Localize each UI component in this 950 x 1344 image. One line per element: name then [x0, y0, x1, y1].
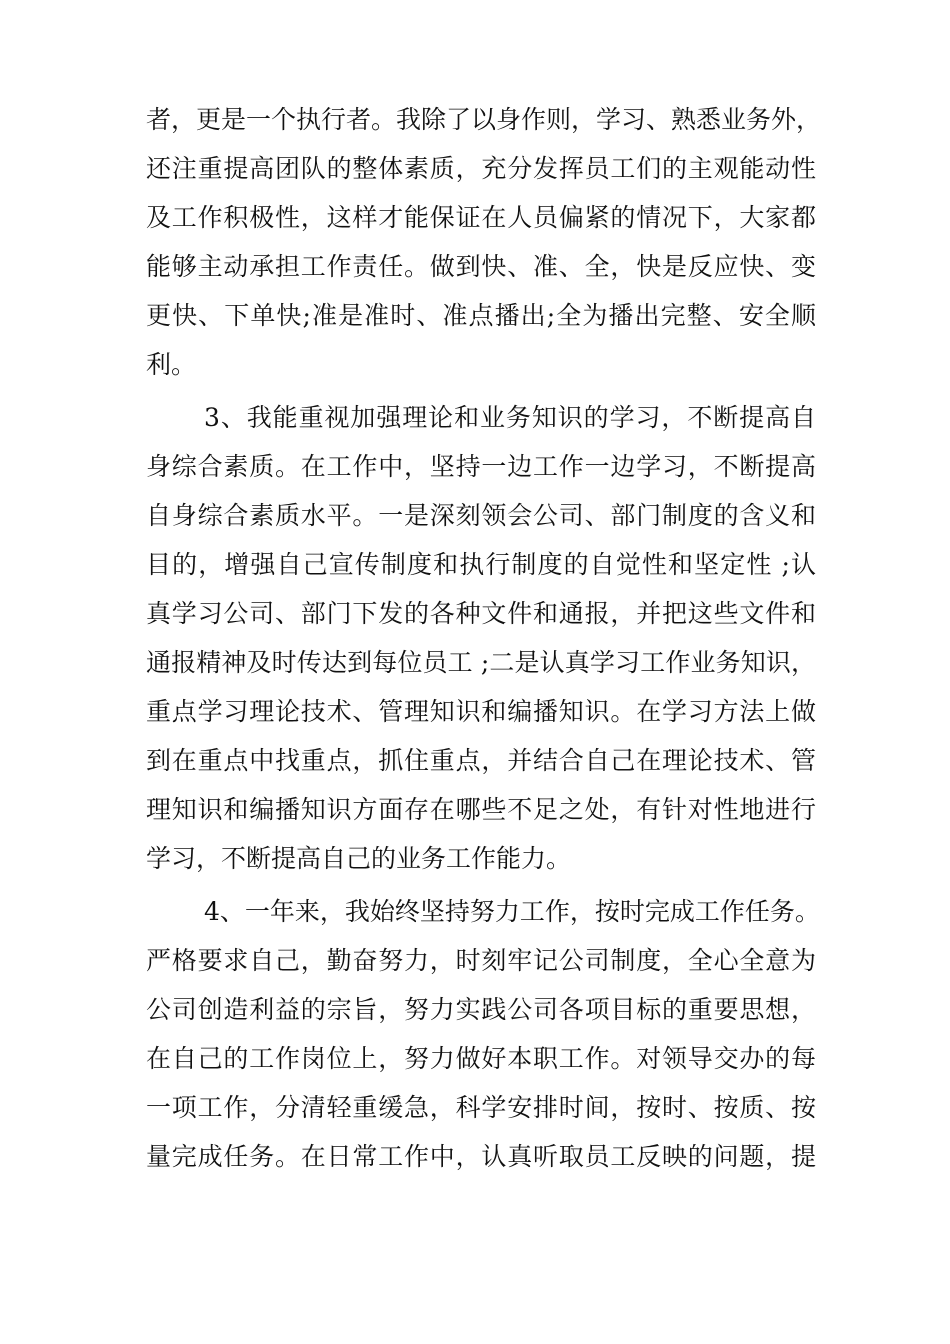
text-line: 者，更是一个执行者。我除了以身作则，学习、熟悉业务外， — [146, 105, 822, 134]
text-line: 理知识和编播知识方面存在哪些不足之处，有针对性地进行 — [146, 795, 816, 824]
text-line: 身综合素质。在工作中，坚持一边工作一边学习，不断提高 — [146, 452, 816, 481]
text-line: 学习，不断提高自己的业务工作能力。 — [146, 844, 572, 873]
text-line: 自身综合素质水平。一是深刻领会公司、部门制度的含义和 — [146, 501, 816, 530]
text-line: 重点学习理论技术、管理知识和编播知识。在学习方法上做 — [146, 697, 816, 726]
text-line: 在自己的工作岗位上，努力做好本职工作。对领导交办的每 — [146, 1044, 816, 1073]
text-line: 还注重提高团队的整体素质，充分发挥员工们的主观能动性 — [146, 154, 816, 183]
text-line: 量完成任务。在日常工作中，认真听取员工反映的问题，提 — [146, 1142, 816, 1171]
text-line: 能够主动承担工作责任。做到快、准、全，快是反应快、变 — [146, 252, 816, 281]
paragraph-3-first-line: 3、我能重视加强理论和业务知识的学习，不断提高自 — [204, 403, 816, 432]
paragraph-4-first-line: 4、一年来，我始终坚持努力工作，按时完成工作任务。 — [204, 897, 820, 926]
text-line: 公司创造利益的宗旨，努力实践公司各项目标的重要思想， — [146, 995, 816, 1024]
text-line: 更快、下单快;准是准时、准点播出;全为播出完整、安全顺 — [146, 301, 816, 330]
text-line: 一项工作，分清轻重缓急，科学安排时间，按时、按质、按 — [146, 1093, 816, 1122]
text-line: 利。 — [146, 350, 197, 379]
text-line: 严格要求自己，勤奋努力，时刻牢记公司制度，全心全意为 — [146, 946, 816, 975]
text-line: 目的，增强自己宣传制度和执行制度的自觉性和坚定性 ;认 — [146, 550, 816, 579]
text-line: 通报精神及时传达到每位员工 ;二是认真学习工作业务知识， — [146, 648, 816, 677]
text-line: 到在重点中找重点，抓住重点，并结合自己在理论技术、管 — [146, 746, 816, 775]
text-line: 真学习公司、部门下发的各种文件和通报，并把这些文件和 — [146, 599, 816, 628]
text-line: 及工作积极性，这样才能保证在人员偏紧的情况下，大家都 — [146, 203, 816, 232]
